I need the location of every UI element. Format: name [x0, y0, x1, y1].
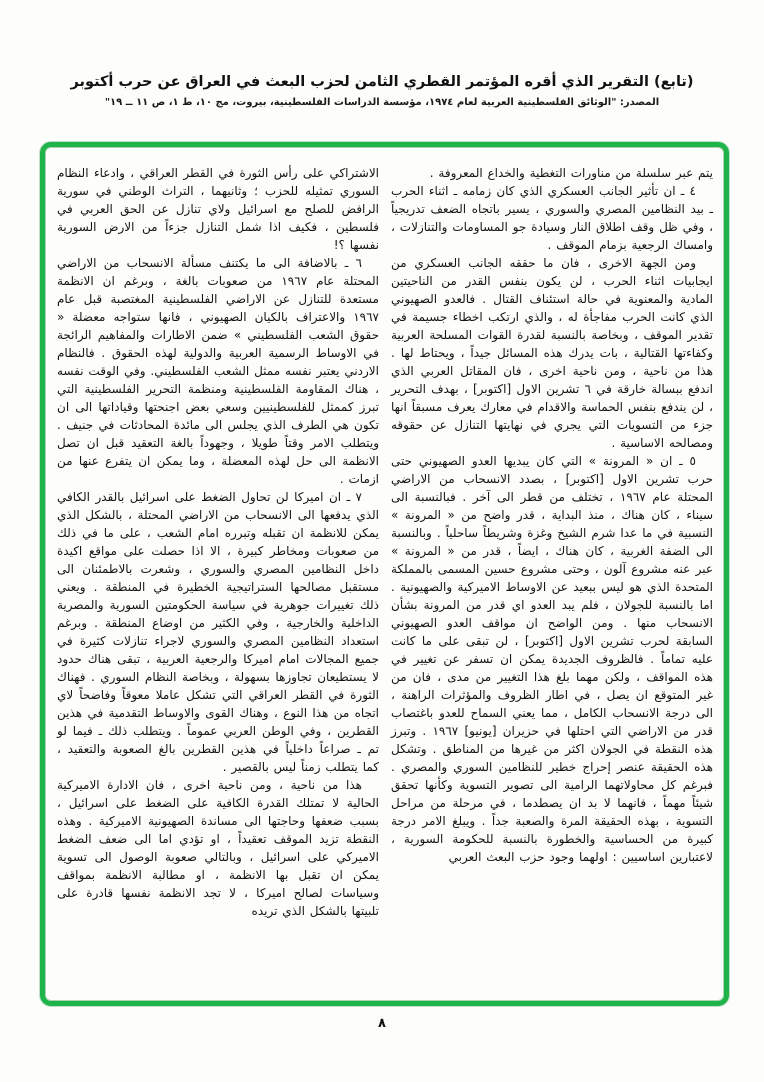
green-border-frame	[40, 142, 729, 1006]
paragraph: ٥ ـ ان « المرونة » التي كان يبديها العدو الصهيوني حتى حرب تشرين الاول [اكتوبر] ، بصدد الانسحاب من الاراضي المحتلة عام ١٩٦٧ ، تختلف من قطر الى آخر . فبالنسبة الى سيناء ، كان هناك ، منذ البداية ، قدر واضح من « المرونة » النسبية في ما عدا شرم الشيخ وغزة وشريطاً ساحلياً . وبالنسبة الى الضفة الغربية ، كان هناك ، ايضاً ، قدر من « المرونة » عبر عنه مشروع آلون ، وحتى مشروع حسين المسمى بالمملكة المتحدة الذي هو ليس ببعيد عن الاوساط الاميركية والصهيونية . اما بالنسبة للجولان ، فلم يبد العدو اي قدر من المرونة بشأن الانسحاب منها . ومن الواضح ان مواقف العدو الصهيوني السابقة لحرب تشرين الاول [اكتوبر] ، لن تبقى على ما كانت عليه تماماً . فالظروف الجديدة يمكن ان تسفر عن تغيير في هذه المواقف ، ولكن مهما بلغ هذا التغيير من مدى ، فان من غير المتوقع ان يصل ، في اطار الظروف والمؤثرات الراهنة ، الى درجة الانسحاب الكامل ، مما يعني السماح للعدو باغتصاب قدر من الاراضي التي احتلها في حزيران [يونيو] ١٩٦٧ . وتبرز هذه النقطة في الجولان اكثر من غيرها من المناطق . وتشكل هذه الحقيقة عنصر إحراج خطير للنظامين السوري والمصري . فبرغم كل محاولاتهما الرامية الى تصوير التسوية وكأنها تحقق شيئاً مهماً ، فانهما لا بد ان يصطدما ، في مرحلة من مراحل التسوية ، بهذه الحقيقة المرة والصعبة جداً . ويبلغ الامر درجة كبيرة من الحساسية والخطورة بالنسبة للحكومة السورية ، لاعتبارين اساسيين : اولهما وجود حزب البعث العربي	[391, 454, 713, 864]
paragraph: ٧ ـ ان اميركا لن تحاول الضغط على اسرائيل بالقدر الكافي الذي يدفعها الى الانسحاب من الاراضي المحتلة ، بالشكل الذي يمكن للانظمة ان تقبله وتبرره امام الشعب ، على ما في ذلك من صعوبات ومخاطر كبيرة ، الا اذا حصلت على مواقع اكيدة داخل النظامين المصري والسوري ، وشعرت بالاطمئنان الى مستقبل مصالحها الستراتيجية الخطيرة في المنطقة . ويعني ذلك تغييرات جوهرية في سياسة الحكومتين السورية والمصرية الداخلية والخارجية ، وفي الكثير من اوضاع المنطقة . وبرغم استعداد النظامين المصري والسوري لاجراء تنازلات كثيرة في جميع المجالات امام اميركا والرجعية العربية ، تبقى هناك حدود لا يستطيعان تجاوزها بسهولة ، وبخاصة النظام السوري . فهناك الثورة في القطر العراقي التي تشكل عاملا معوقاً وفاضحاً لاي اتجاه من هذا النوع ، وهناك القوى والاوساط التقدمية في هذين القطرين ، وفي الوطن العربي عموماً . ويتطلب ذلك ـ فيما لو تم ـ صراعاً داخلياً في هذين القطرين بالغ الصعوبة والتعقيد ، كما يتطلب زمناً ليس بالقصير .	[57, 490, 379, 774]
column-right	[391, 164, 713, 994]
paragraph: الاشتراكي على رأس الثورة في القطر العراقي ، وادعاء النظام السوري تمثيله للحزب ؛ وثانيهما ، التراث الوطني في سورية الرافض للصلح مع اسرائيل ولاي تنازل عن الحق العربي في فلسطين ، فكيف اذا شمل التنازل جزءاً من الارض السورية نفسها ؟!	[57, 166, 379, 252]
paragraph: هذا من ناحية ، ومن ناحية اخرى ، فان الادارة الاميركية الحالية لا تمتلك القدرة الكافية على الضغط على اسرائيل ، بسبب ضعفها وحاجتها الى مساندة الصهيونية الاميركية . وهذه النقطة تزيد الموقف تعقيداً ، او تؤدي اما الى ضعف الضغط الاميركي على اسرائيل ، وبالتالي صعوبة الوصول الى تسوية يمكن ان تقبل بها الانظمة ، او مطالبة الانظمة بمواقف وسياسات لصالح اميركا ، لا تجد الانظمة نفسها قادرة على تلبيتها بالشكل الذي تريده	[57, 778, 379, 918]
text-columns	[45, 147, 724, 994]
document-header	[0, 0, 764, 108]
source-citation: المصدر: "الوثائق الفلسطينية العربية لعام ١٩٧٤، مؤسسة الدراسات الفلسطينية، بيروت، مج ١٠، ط ١، ص ١١ ــ ١٩"	[104, 97, 660, 108]
paragraph: ومن الجهة الاخرى ، فان ما حققه الجانب العسكري من ايجابيات اثناء الحرب ، لن يكون بنفس القدر من الناحيتين المادية والمعنوية في حالة استئناف القتال . فالعدو الصهيوني الذي كانت الحرب مفاجأة له ، والذي ارتكب اخطاء جسيمة في تقدير الموقف ، وبخاصة بالنسبة لقدرة القوات المسلحة العربية وكفاءتها القتالية ، بات يدرك هذه المسائل جيداً ، ويحتاط لها . هذا من ناحية ، ومن ناحية اخرى ، فان المقاتل العربي الذي اندفع ببسالة خارقة في ٦ تشرين الاول [اكتوبر] ، بهدف التحرير ، لن يندفع بنفس الحماسة والاقدام في معارك يعرف مسبقاً انها جزء من التسويات التي يجري في نهايتها التنازل عن حقوقه ومصالحه الاساسية .	[391, 256, 713, 450]
paragraph: ٤ ـ ان تأثير الجانب العسكري الذي كان زمامه ـ اثناء الحرب ـ بيد النظامين المصري والسوري ، يسير باتجاه الضعف تدريجياً ، وفي ظل وقف اطلاق النار وسيادة جو المساومات والتنازلات ، وامساك الرجعية بزمام الموقف .	[391, 184, 713, 252]
document-title: (تابع) التقرير الذي أقره المؤتمر القطري الثامن لحزب البعث في العراق عن حرب أكتوبر	[70, 74, 694, 90]
column-left	[57, 164, 379, 994]
paragraph: يتم عبر سلسلة من مناورات التغطية والخداع المعروفة .	[429, 166, 713, 180]
paragraph: ٦ ـ بالاضافة الى ما يكتنف مسألة الانسحاب من الاراضي المحتلة عام ١٩٦٧ من صعوبات بالغة ، وبرغم ان الانظمة مستعدة للتنازل عن الاراضي الفلسطينية المغتصبة قبل عام ١٩٦٧ والاعتراف بالكيان الصهيوني ، فانها ستواجه معضلة « حقوق الشعب الفلسطيني » ضمن الاطارات والمفاهيم الرائجة في الاوساط الرسمية العربية والدولية لهذه الحقوق . فالنظام الاردني يعتبر نفسه ممثل الشعب الفلسطيني. وفي الوقت نفسه ، هناك المقاومة الفلسطينية ومنظمة التحرير الفلسطينية التي تبرز كممثل للفلسطينيين وسعي بعض اجنحتها وقياداتها الى ان تكون هي الطرف الذي يجلس الى مائدة المحادثات في جنيف . ويتطلب الامر وقتاً طويلا ، وجهوداً بالغة التعقيد قبل ان تصل الانظمة الى حل لهذه المعضلة ، وما يمكن ان يتفرع عنها من ازمات .	[57, 256, 379, 486]
page-number: ٨	[378, 1016, 386, 1031]
